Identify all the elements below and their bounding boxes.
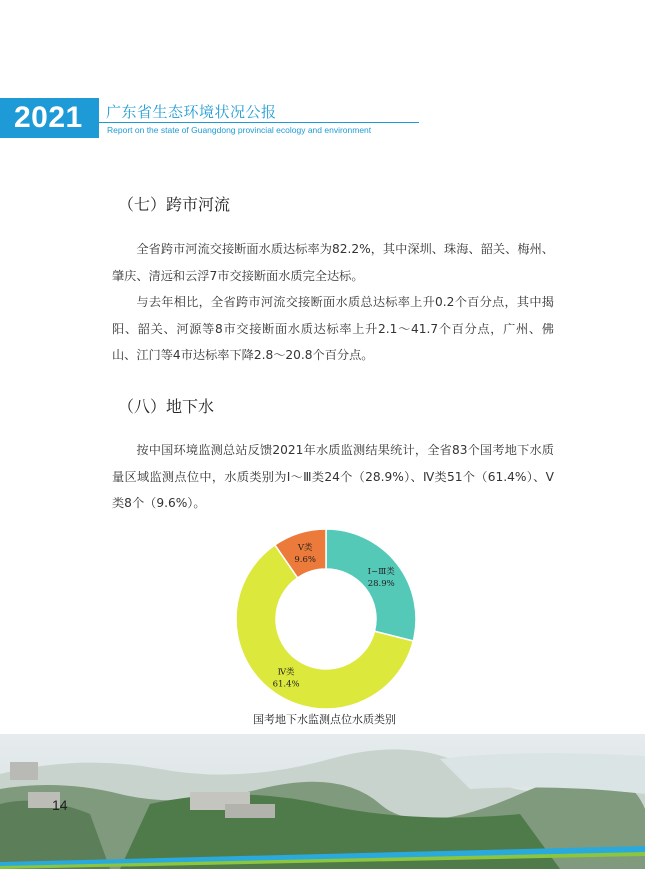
slice-value-label: 9.6% — [294, 555, 316, 566]
paragraph: 全省跨市河流交接断面水质达标率为82.2%，其中深圳、珠海、韶关、梅州、肇庆、清远和云浮7市交接断面水质完全达标。 — [112, 242, 554, 283]
header-rule — [99, 122, 419, 123]
slice-category-label: Ⅳ类 — [277, 667, 295, 678]
landscape-illustration — [0, 734, 645, 869]
page-number: 14 — [52, 797, 68, 813]
slice-value-label: 61.4% — [272, 679, 300, 690]
chart-caption: 国考地下水监测点位水质类别 — [253, 713, 396, 726]
slice-value-label: 28.9% — [367, 578, 395, 589]
slice-category-label: Ⅰ~Ⅲ类 — [367, 566, 395, 577]
paragraph: 与去年相比，全省跨市河流交接断面水质总达标率上升0.2个百分点，其中揭阳、韶关、河源等8市交接断面水质达标率上升2.1～41.7个百分点，广州、佛山、江门等4市达标率下降2.8～20.8个百分点。 — [112, 295, 554, 362]
groundwater-donut-chart — [230, 528, 422, 710]
footer-landscape-image — [0, 734, 645, 869]
slice-category-label: Ⅴ类 — [297, 543, 313, 554]
paragraph: 按中国环境监测总站反馈2021年水质监测结果统计，全省83个国考地下水质量区域监测点位中，水质类别为Ⅰ～Ⅲ类24个（28.9%）、Ⅳ类51个（61.4%）、Ⅴ类8个（9.6%）。 — [112, 443, 554, 510]
report-title: 广东省生态环境状况公报 — [106, 103, 277, 121]
report-subtitle: Report on the state of Guangdong provincial ecology and environment — [107, 125, 372, 135]
report-year: 2021 — [14, 101, 83, 134]
section-heading-cross-city-rivers: （七）跨市河流 — [118, 195, 231, 214]
donut-svg — [230, 528, 422, 710]
section-heading-groundwater: （八）地下水 — [118, 397, 215, 416]
